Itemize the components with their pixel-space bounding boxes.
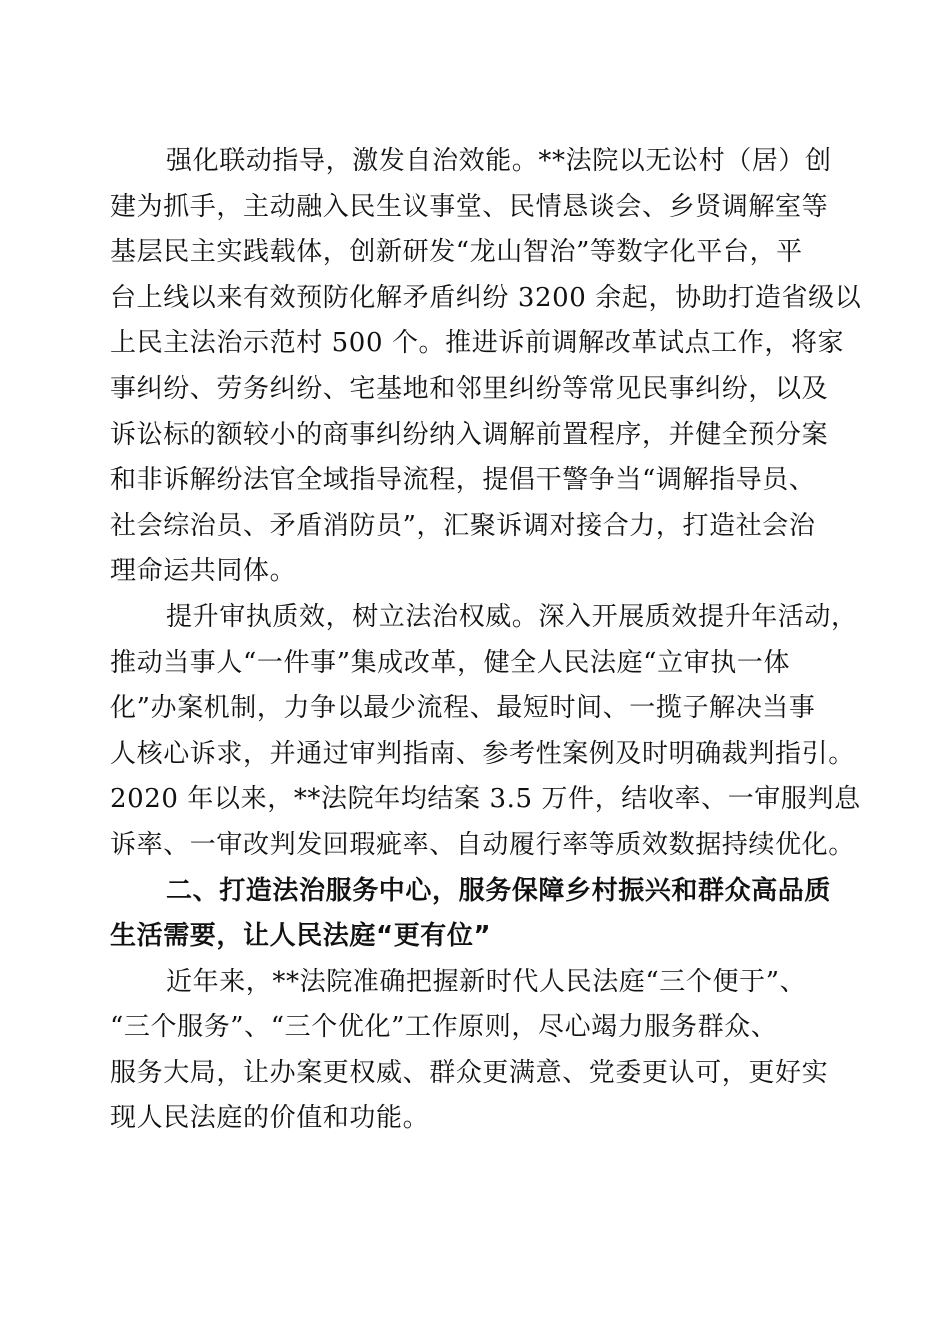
text-line: 建为抓手，主动融入民生议事堂、民情恳谈会、乡贤调解室等 <box>110 191 829 222</box>
text-line: 和非诉解纷法官全域指导流程，提倡干警争当“调解指导员、 <box>110 465 816 496</box>
heading-line: 二、打造法治服务中心，服务保障乡村振兴和群众高品质 <box>166 875 832 906</box>
text-line: 2020 年以来，**法院年均结案 3.5 万件，结收率、一审服判息 <box>110 784 861 815</box>
text-line: 事纠纷、劳务纠纷、宅基地和邻里纠纷等常见民事纠纷，以及 <box>110 373 829 404</box>
text-line: “三个服务”、“三个优化”工作原则，尽心竭力服务群众、 <box>110 1012 778 1043</box>
paragraph-recent-years <box>110 960 840 1142</box>
text-line: 推动当事人“一件事”集成改革，健全人民法庭“立审执一体 <box>110 647 791 678</box>
text-line: 台上线以来有效预防化解矛盾纠纷 3200 余起，协助打造省级以 <box>110 282 862 313</box>
heading-line: 生活需要，让人民法庭“更有位” <box>110 921 492 952</box>
text-line: 上民主法治示范村 500 个。推进诉前调解改革试点工作，将家 <box>110 328 845 359</box>
document-body <box>110 139 862 1142</box>
section-heading <box>110 869 840 960</box>
text-line: 服务大局，让办案更权威、群众更满意、党委更认可，更好实 <box>110 1057 829 1088</box>
paragraph-trial-quality <box>110 595 861 869</box>
text-line: 理命运共同体。 <box>110 556 297 587</box>
text-line: 社会综治员、矛盾消防员”，汇聚诉调对接合力，打造社会治 <box>110 510 816 541</box>
text-line: 现人民法庭的价值和功能。 <box>110 1103 430 1134</box>
paragraph-linkage-guidance <box>110 139 862 595</box>
text-line: 基层民主实践载体，创新研发“龙山智治”等数字化平台，平 <box>110 237 803 268</box>
text-line: 人核心诉求，并通过审判指南、参考性案例及时明确裁判指引。 <box>110 738 855 769</box>
text-line: 化”办案机制，力争以最少流程、最短时间、一揽子解决当事 <box>110 693 816 724</box>
text-line: 提升审执质效，树立法治权威。深入开展质效提升年活动， <box>166 601 858 632</box>
text-line: 诉率、一审改判发回瑕疵率、自动履行率等质效数据持续优化。 <box>110 829 855 860</box>
text-line: 近年来，**法院准确把握新时代人民法庭“三个便于”、 <box>166 966 807 997</box>
text-line: 诉讼标的额较小的商事纠纷纳入调解前置程序，并健全预分案 <box>110 419 829 450</box>
text-line: 强化联动指导，激发自治效能。**法院以无讼村（居）创 <box>166 146 832 176</box>
